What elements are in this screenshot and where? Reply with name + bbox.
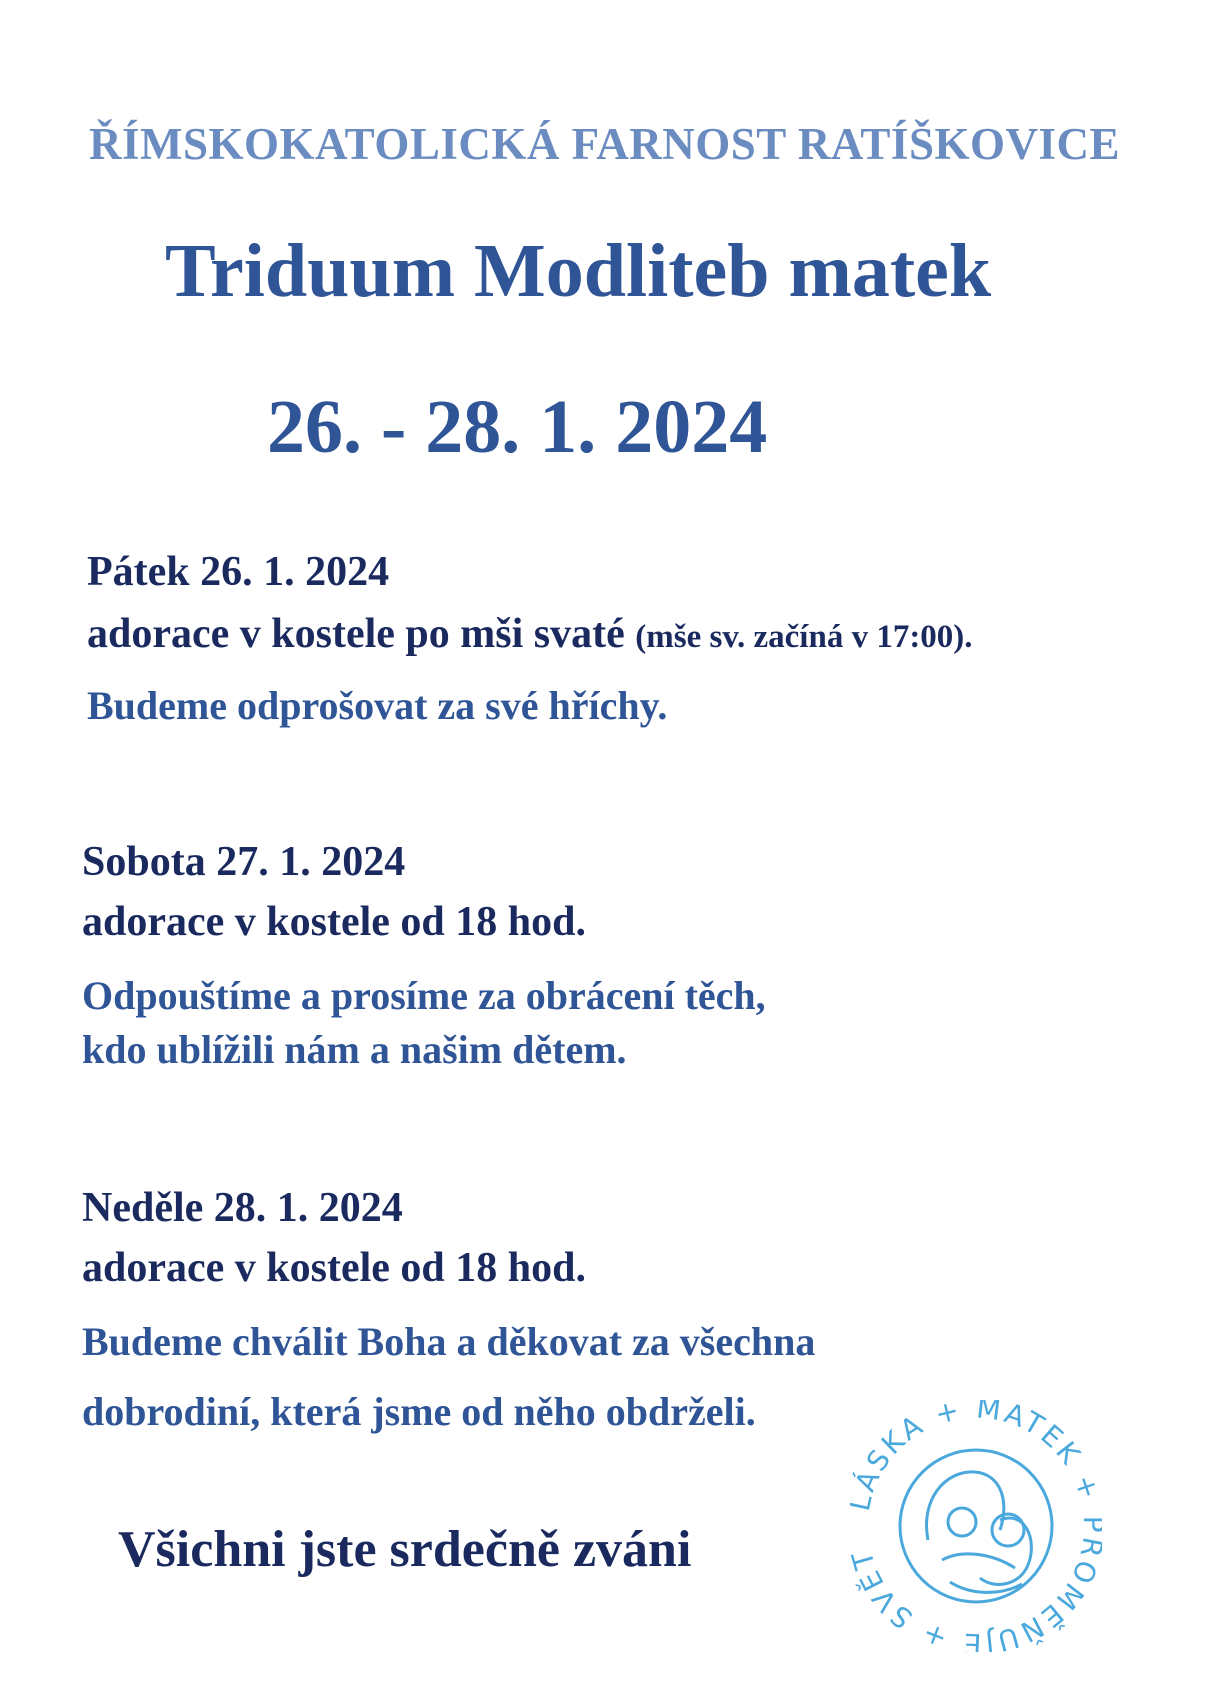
day-heading-friday: Pátek 26. 1. 2024 (87, 549, 390, 595)
event-dates: 26. - 28. 1. 2024 (267, 385, 768, 469)
mothers-prayer-logo (850, 1400, 1102, 1652)
adoration-text: adorace v kostele po mši svaté (87, 611, 625, 657)
invitation-text: Všichni jste srdečně zváni (118, 1521, 692, 1578)
adoration-friday (87, 610, 973, 658)
mass-time-note: (mše sv. začíná v 17:00). (635, 619, 973, 655)
intent-sunday-line-2: dobrodiní, která jsme od něho obdrželi. (82, 1389, 756, 1434)
embrace-arm (942, 1554, 1015, 1568)
adoration-saturday: adorace v kostele od 18 hod. (82, 899, 586, 945)
intent-saturday-line-1: Odpouštíme a prosíme za obrácení těch, (82, 973, 766, 1018)
page-title: Triduum Modliteb matek (165, 229, 992, 313)
day-heading-sunday: Neděle 28. 1. 2024 (82, 1185, 403, 1231)
logo-svg (850, 1400, 1102, 1652)
parish-name: ŘÍMSKOKATOLICKÁ FARNOST RATÍŠKOVICE (88, 119, 1120, 169)
adoration-sunday: adorace v kostele od 18 hod. (82, 1245, 586, 1291)
intent-saturday-line-2: kdo ublížili nám a našim dětem. (82, 1027, 627, 1072)
day-heading-saturday: Sobota 27. 1. 2024 (82, 839, 406, 885)
child-head-icon (948, 1508, 976, 1536)
intent-sunday-line-1: Budeme chválit Boha a děkovat za všechna (82, 1319, 816, 1364)
intent-friday: Budeme odprošovat za své hříchy. (87, 683, 668, 728)
logo-ring-text: ÁSKA + MATEK OMĚŇUJE + SVĚ (850, 1400, 1102, 1652)
